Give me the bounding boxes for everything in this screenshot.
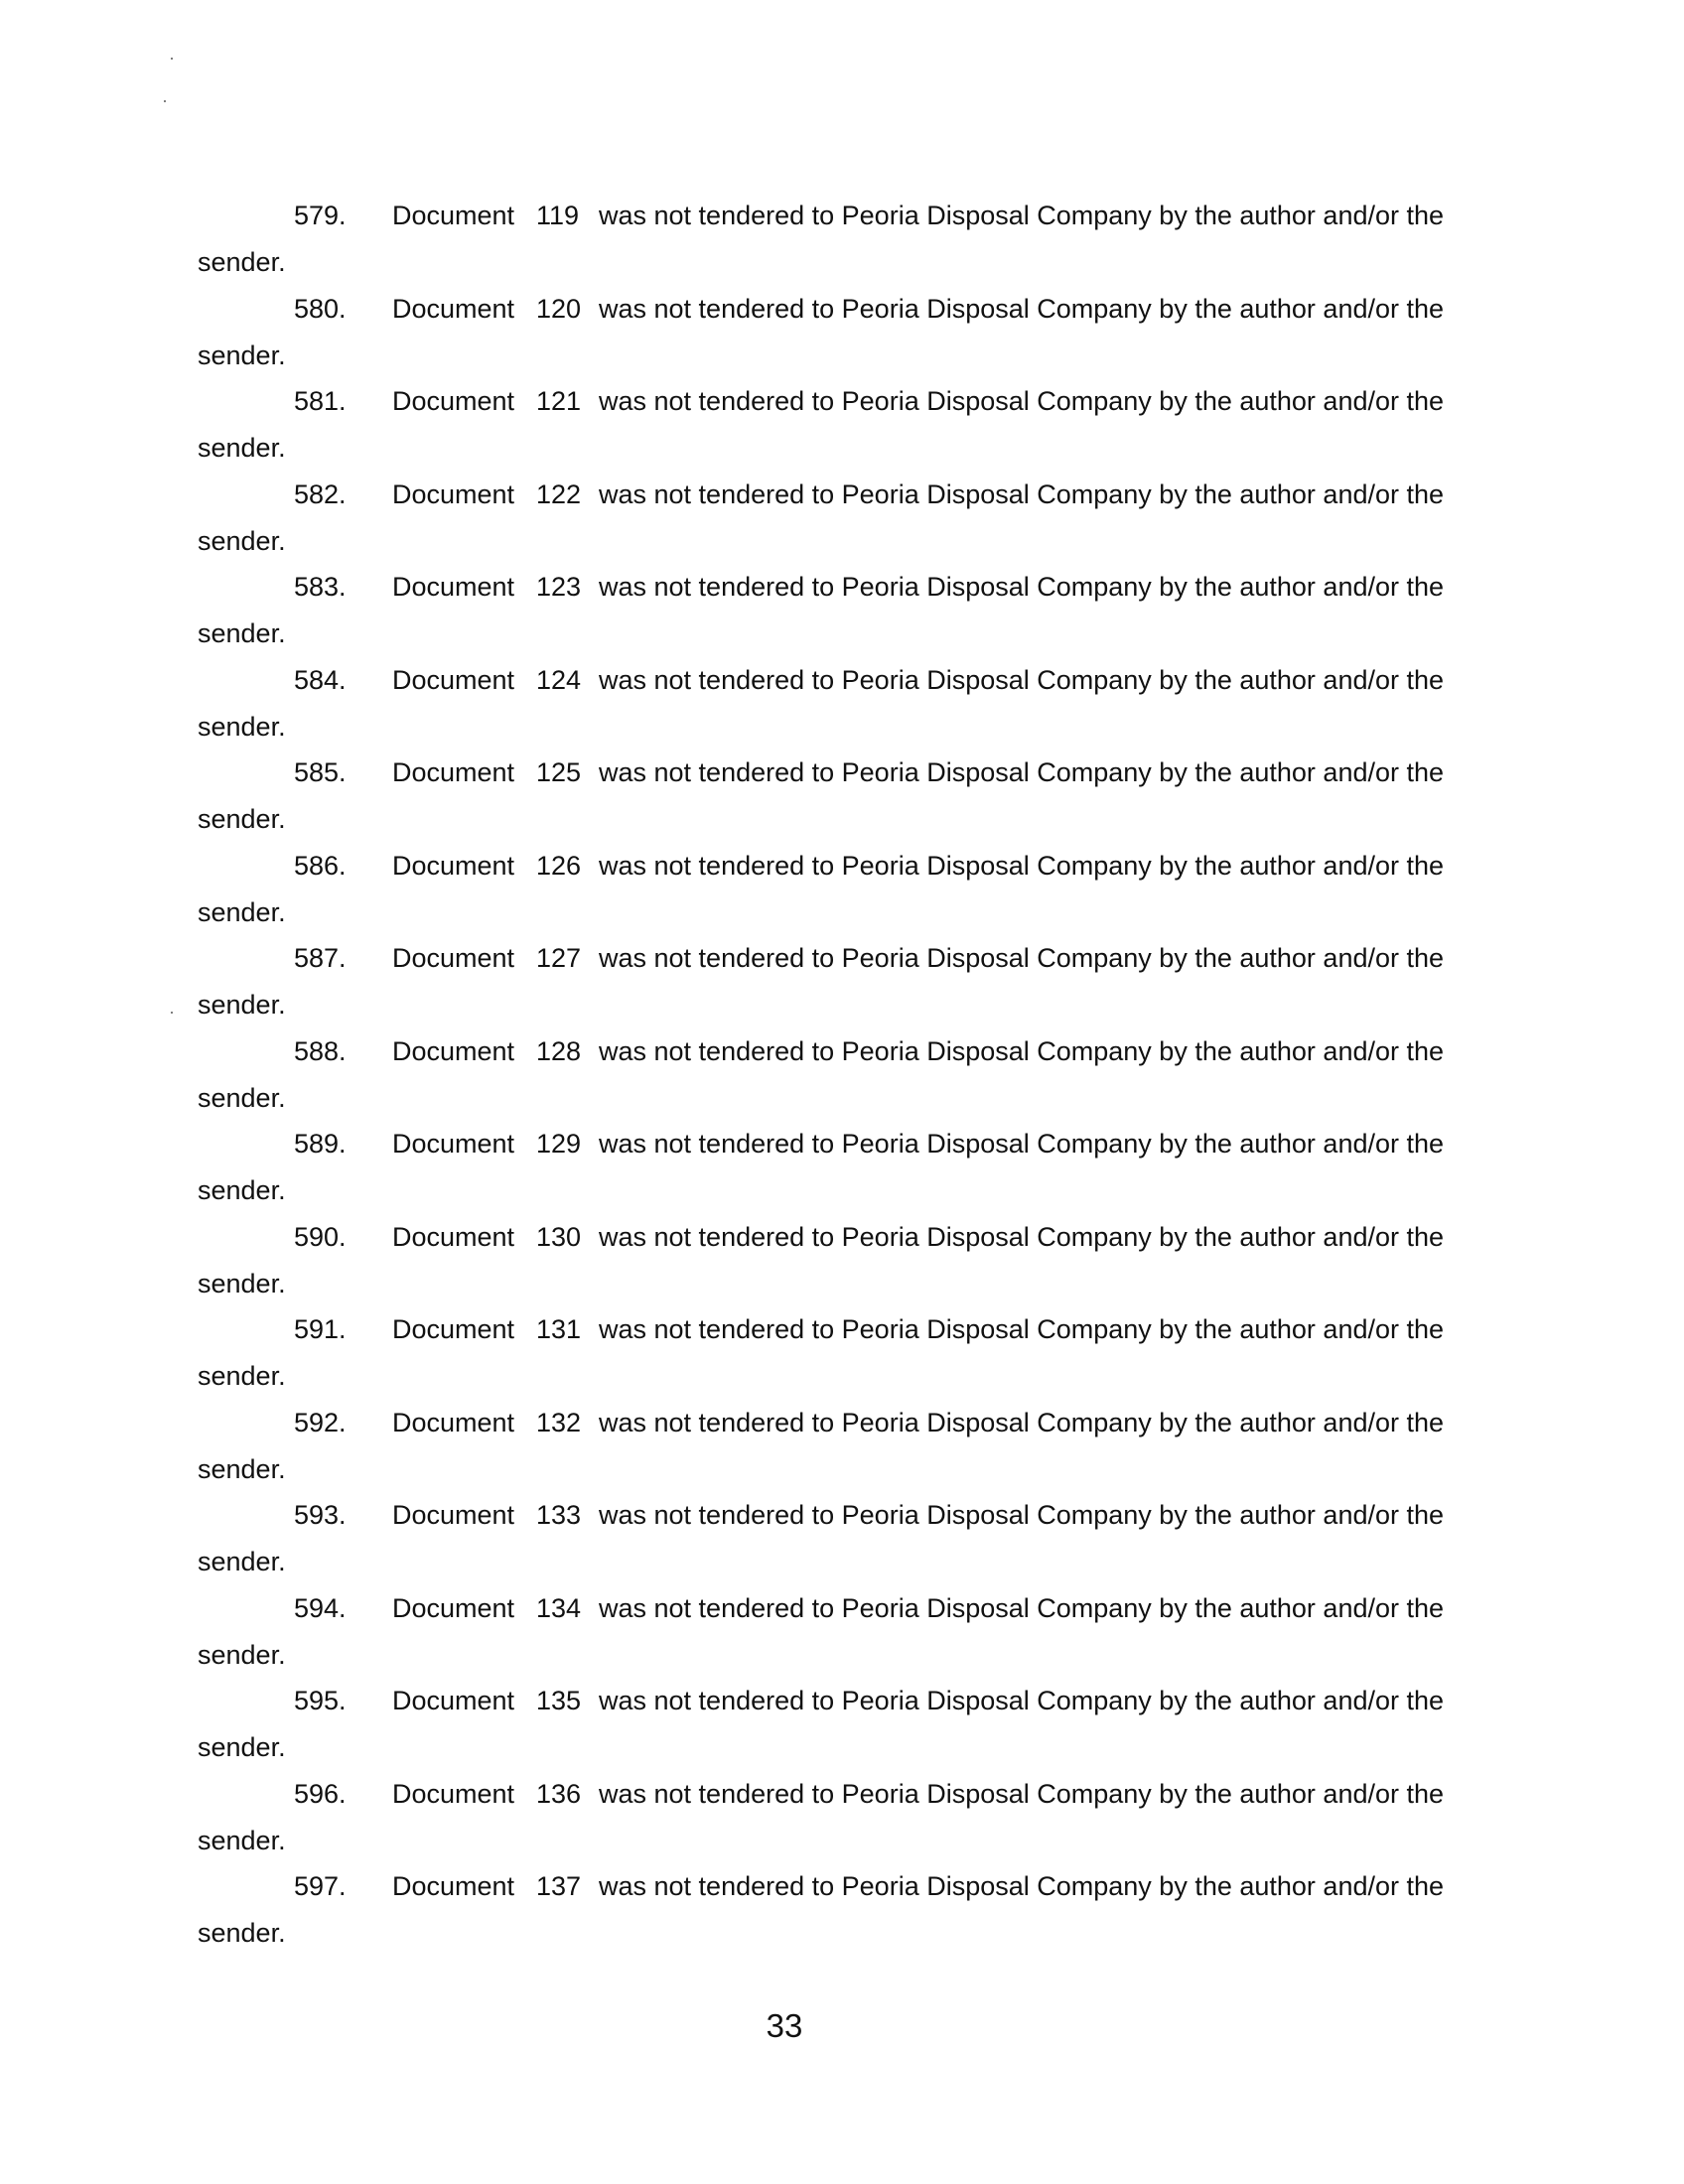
paragraph-continuation: sender. [198, 896, 286, 927]
document-number: 133 [536, 1500, 582, 1530]
document-number: 123 [536, 572, 582, 602]
numbered-paragraph [0, 1030, 1684, 1124]
paragraph-number: 591. [294, 1314, 347, 1344]
paragraph-text: was not tendered to Peoria Disposal Company by the author and/or the [599, 943, 1445, 973]
paragraph-continuation: sender. [198, 247, 286, 277]
paragraph-number: 592. [294, 1407, 347, 1437]
numbered-paragraph [0, 845, 1684, 938]
document-number: 125 [536, 757, 582, 787]
paragraph-text: was not tendered to Peoria Disposal Company by the author and/or the [599, 1871, 1445, 1901]
document-number: 128 [536, 1035, 582, 1066]
paragraph-first-line [0, 1778, 1684, 1813]
paragraph-continuation: sender. [198, 1082, 286, 1113]
paragraph-text: was not tendered to Peoria Disposal Company by the author and/or the [599, 1129, 1445, 1159]
document-label: Document [392, 1686, 515, 1715]
paragraph-text: was not tendered to Peoria Disposal Company by the author and/or the [599, 1407, 1445, 1437]
document-number: 135 [536, 1686, 582, 1715]
paragraph-first-line [0, 293, 1684, 328]
numbered-paragraph [0, 659, 1684, 752]
paragraph-number: 590. [294, 1221, 347, 1252]
document-number: 126 [536, 850, 582, 881]
numbered-paragraph [0, 195, 1684, 288]
paragraph-text: was not tendered to Peoria Disposal Company by the author and/or the [599, 664, 1445, 695]
document-label: Document [392, 757, 515, 787]
paragraph-first-line [0, 478, 1684, 513]
document-label: Document [392, 1778, 515, 1809]
paragraph-continuation: sender. [198, 1268, 286, 1298]
paragraph-number: 589. [294, 1129, 347, 1159]
document-number: 132 [536, 1407, 582, 1437]
paragraph-continuation: sender. [198, 1918, 286, 1948]
paragraph-continuation: sender. [198, 1639, 286, 1670]
document-label: Document [392, 1035, 515, 1066]
document-label: Document [392, 1129, 515, 1159]
paragraph-first-line [0, 759, 1684, 791]
paragraph-continuation: sender. [198, 340, 286, 370]
page-number: 33 [766, 2007, 803, 2044]
paragraph-text: was not tendered to Peoria Disposal Company by the author and/or the [599, 1035, 1445, 1066]
paragraph-text: was not tendered to Peoria Disposal Company by the author and/or the [599, 572, 1445, 602]
paragraph-number: 594. [294, 1592, 347, 1623]
scan-speck [171, 58, 173, 60]
document-label: Document [392, 293, 515, 324]
paragraph-text: was not tendered to Peoria Disposal Company by the author and/or the [599, 1592, 1445, 1623]
paragraph-first-line [0, 1873, 1684, 1905]
paragraph-first-line [0, 1592, 1684, 1627]
paragraph-continuation: sender. [198, 1453, 286, 1484]
paragraph-continuation: sender. [198, 618, 286, 648]
document-number: 127 [536, 943, 582, 973]
document-label: Document [392, 1500, 515, 1530]
paragraph-number: 595. [294, 1686, 347, 1715]
paragraph-first-line [0, 850, 1684, 885]
paragraph-first-line [0, 1035, 1684, 1070]
paragraph-first-line [0, 574, 1684, 606]
paragraph-text: was not tendered to Peoria Disposal Company by the author and/or the [599, 293, 1445, 324]
numbered-paragraph [0, 288, 1684, 381]
numbered-paragraph [0, 1587, 1684, 1681]
document-number: 137 [536, 1871, 582, 1901]
paragraph-continuation: sender. [198, 711, 286, 742]
paragraph-number: 581. [294, 386, 347, 416]
document-label: Document [392, 386, 515, 416]
document-number: 120 [536, 293, 582, 324]
paragraph-continuation: sender. [198, 1361, 286, 1391]
numbered-paragraph [0, 1123, 1684, 1216]
paragraph-first-line [0, 1502, 1684, 1534]
document-label: Document [392, 572, 515, 602]
paragraph-text: was not tendered to Peoria Disposal Company by the author and/or the [599, 1686, 1445, 1715]
paragraph-number: 588. [294, 1035, 347, 1066]
document-label: Document [392, 1221, 515, 1252]
paragraph-first-line [0, 1131, 1684, 1162]
paragraph-first-line [0, 388, 1684, 420]
numbered-paragraph [0, 937, 1684, 1030]
paragraph-first-line [0, 1316, 1684, 1348]
document-label: Document [392, 1314, 515, 1344]
paragraph-text: was not tendered to Peoria Disposal Company by the author and/or the [599, 1314, 1445, 1344]
paragraph-first-line [0, 945, 1684, 977]
paragraph-text: was not tendered to Peoria Disposal Company by the author and/or the [599, 478, 1445, 509]
paragraph-first-line [0, 1407, 1684, 1441]
document-number: 119 [536, 201, 580, 230]
scan-speck [164, 100, 166, 102]
document-label: Document [392, 1592, 515, 1623]
paragraph-first-line [0, 1221, 1684, 1256]
numbered-paragraph [0, 380, 1684, 474]
document-number: 124 [536, 664, 582, 695]
document-label: Document [392, 1407, 515, 1437]
numbered-paragraph [0, 566, 1684, 659]
document-number: 122 [536, 478, 582, 509]
numbered-paragraph [0, 1308, 1684, 1402]
numbered-paragraph [0, 1773, 1684, 1866]
numbered-paragraph [0, 751, 1684, 845]
document-number: 129 [536, 1129, 582, 1159]
document-number: 121 [536, 386, 582, 416]
paragraph-continuation: sender. [198, 1175, 286, 1205]
paragraph-text: was not tendered to Peoria Disposal Company by the author and/or the [599, 757, 1445, 787]
paragraph-number: 593. [294, 1500, 347, 1530]
document-label: Document [392, 943, 515, 973]
paragraph-number: 586. [294, 850, 347, 881]
paragraph-number: 584. [294, 664, 347, 695]
numbered-paragraph [0, 1865, 1684, 1959]
document-label: Document [392, 478, 515, 509]
paragraph-number: 583. [294, 572, 347, 602]
paragraph-number: 597. [294, 1871, 347, 1901]
paragraph-continuation: sender. [198, 525, 286, 556]
document-number: 134 [536, 1592, 582, 1623]
paragraph-continuation: sender. [198, 1825, 286, 1855]
document-label: Document [392, 1871, 515, 1901]
paragraph-list [0, 195, 1684, 1959]
paragraph-text: was not tendered to Peoria Disposal Company by the author and/or the [599, 201, 1445, 230]
paragraph-continuation: sender. [198, 433, 286, 463]
numbered-paragraph [0, 474, 1684, 567]
paragraph-continuation: sender. [198, 1547, 286, 1576]
paragraph-continuation: sender. [198, 990, 286, 1020]
numbered-paragraph [0, 1216, 1684, 1309]
paragraph-number: 585. [294, 757, 347, 787]
paragraph-continuation: sender. [198, 804, 286, 834]
paragraph-number: 587. [294, 943, 347, 973]
paragraph-first-line [0, 1688, 1684, 1719]
paragraph-text: was not tendered to Peoria Disposal Company by the author and/or the [599, 386, 1445, 416]
paragraph-text: was not tendered to Peoria Disposal Company by the author and/or the [599, 1500, 1445, 1530]
document-label: Document [392, 850, 515, 881]
paragraph-first-line [0, 664, 1684, 699]
document-label: Document [392, 664, 515, 695]
paragraph-text: was not tendered to Peoria Disposal Company by the author and/or the [599, 1778, 1445, 1809]
document-label: Document [392, 201, 515, 230]
document-number: 136 [536, 1778, 582, 1809]
numbered-paragraph [0, 1494, 1684, 1587]
paragraph-first-line [0, 203, 1684, 234]
paragraph-number: 582. [294, 478, 347, 509]
numbered-paragraph [0, 1402, 1684, 1495]
paragraph-text: was not tendered to Peoria Disposal Company by the author and/or the [599, 850, 1445, 881]
paragraph-number: 579. [294, 201, 347, 230]
document-number: 131 [536, 1314, 582, 1344]
paragraph-continuation: sender. [198, 1732, 286, 1762]
numbered-paragraph [0, 1680, 1684, 1773]
paragraph-number: 580. [294, 293, 347, 324]
paragraph-number: 596. [294, 1778, 347, 1809]
paragraph-text: was not tendered to Peoria Disposal Company by the author and/or the [599, 1221, 1445, 1252]
document-number: 130 [536, 1221, 582, 1252]
